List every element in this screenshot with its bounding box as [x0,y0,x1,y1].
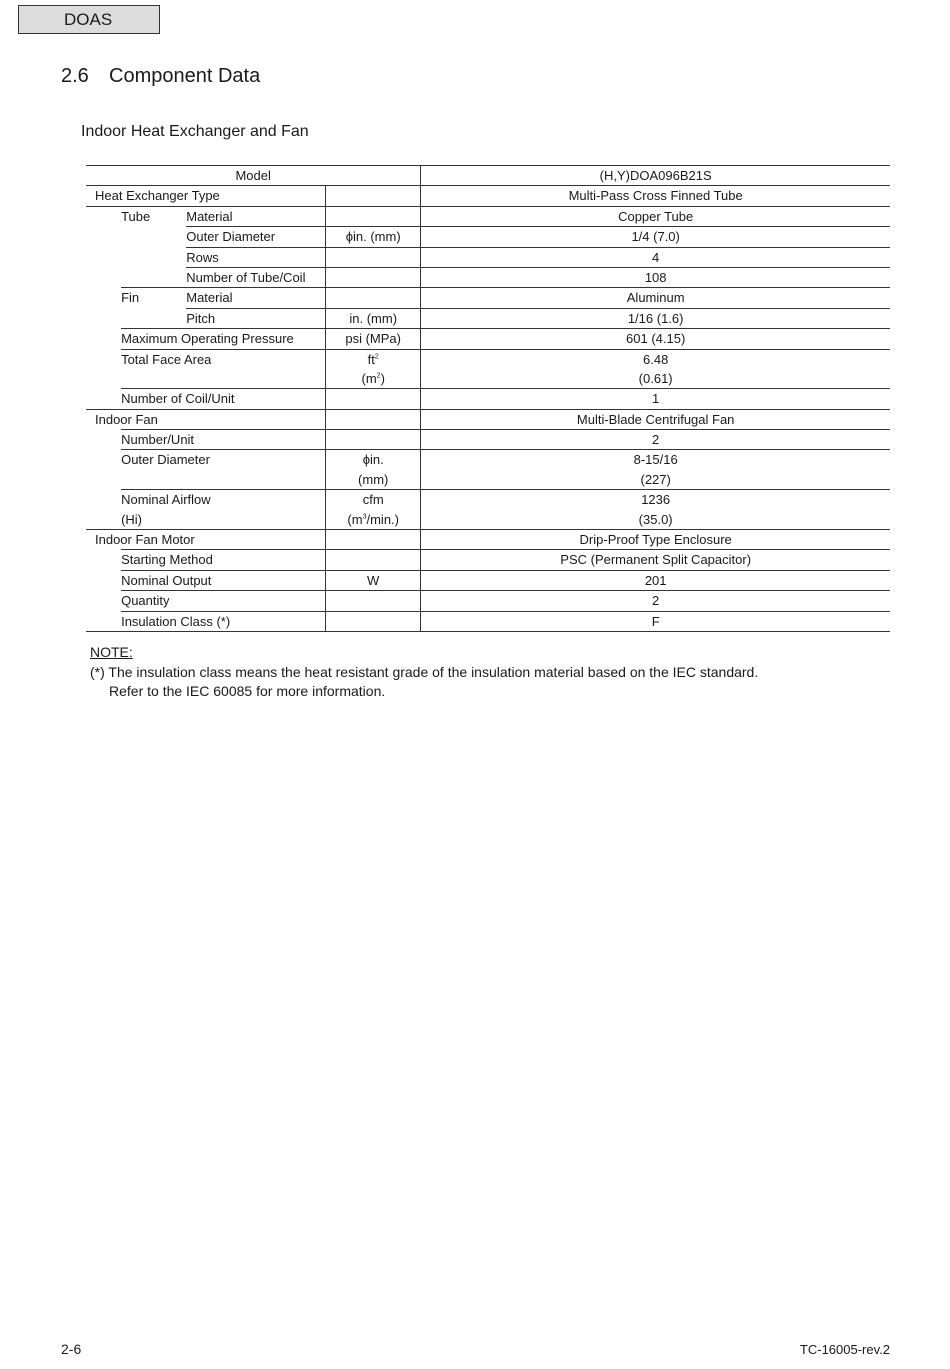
table-row [86,389,890,409]
mop-value: 601 (4.15) [421,329,890,349]
fan-num-value: 2 [421,430,890,450]
mop-label: Maximum Operating Pressure [121,329,325,349]
table-row [86,288,890,308]
tfa-value-1: 6.48 [421,349,890,369]
table-row [86,470,890,490]
qty-value: 2 [421,591,890,611]
header-tag: DOAS [18,5,160,34]
tfa-unit-2: $(m^2)$ [326,369,421,389]
output-value: 201 [421,570,890,590]
table-row [86,206,890,226]
tube-od-unit: ϕin. (mm) [326,227,421,247]
mop-unit: psi (MPa) [326,329,421,349]
fan-od-value-1: 8-15/16 [421,450,890,470]
table-row [86,267,890,287]
table-row [86,369,890,389]
output-unit: W [326,570,421,590]
start-label: Starting Method [121,550,325,570]
fin-material-value: Aluminum [421,288,890,308]
ins-value: F [421,611,890,631]
table-row [86,591,890,611]
coils-label: Number of Coil/Unit [121,389,325,409]
airflow-unit-2: $(m^3/\min.)$ [326,510,421,530]
model-label: Model [86,166,421,186]
fan-label: Indoor Fan [86,409,326,429]
table-row [86,409,890,429]
note-block [90,643,758,702]
tfa-label: Total Face Area [121,349,325,369]
table-row [86,227,890,247]
airflow-unit-1: cfm [326,490,421,510]
output-label: Nominal Output [121,570,325,590]
fan-od-label: Outer Diameter [121,450,325,470]
fan-od-unit-1: ϕin. [326,450,421,470]
table-row [86,570,890,590]
table-row [86,329,890,349]
note-line-2: Refer to the IEC 60085 for more information. [109,683,386,699]
fin-material-label: Material [186,288,325,308]
fan-od-value-2: (227) [640,471,671,487]
ins-label: Insulation Class (*) [121,611,325,631]
table-row [86,308,890,328]
tube-od-value: 1/4 (7.0) [421,227,890,247]
tubes-label: Number of Tube/Coil [186,267,325,287]
tube-label: Tube [121,206,186,226]
table-row [86,611,890,631]
airflow-value-1: 1236 [421,490,890,510]
document-id: TC-16005-rev.2 [799,1342,890,1357]
rows-value: 4 [421,247,890,267]
subsection-title: Indoor Heat Exchanger and Fan [81,123,309,140]
tfa-value-2: (0.61) [638,370,673,386]
fin-label: Fin [121,288,186,308]
fan-num-label: Number/Unit [121,430,325,450]
table-row [86,186,890,206]
tubes-value: 108 [421,267,890,287]
model-value: (H,Y)DOA096B21S [421,166,890,186]
tfa-unit-1: $ft^2$ [326,349,421,369]
fan-value: Multi-Blade Centrifugal Fan [421,409,890,429]
motor-label: Indoor Fan Motor [86,530,326,550]
start-value: PSC (Permanent Split Capacitor) [421,550,890,570]
coils-value: 1 [421,389,890,409]
component-data-table [86,165,890,632]
airflow-label-hi: (Hi) [121,511,143,527]
hx-type-value: Multi-Pass Cross Finned Tube [421,186,890,206]
table-row [86,450,890,470]
note-title: NOTE: [90,644,133,660]
table-row [86,349,890,369]
rows-label: Rows [186,247,325,267]
table-row [86,510,890,530]
note-line-1: (*) The insulation class means the heat resistant grade of the insulation material based on the IEC standard. [90,663,759,680]
motor-value: Drip-Proof Type Enclosure [421,530,890,550]
fan-od-unit-2: (mm) [326,470,421,490]
section-heading [61,65,260,88]
tube-od-label: Outer Diameter [186,227,325,247]
hx-type-unit [326,186,421,206]
table-row [86,247,890,267]
section-number: 2.6 [61,65,89,87]
tube-material-label: Material [186,206,325,226]
airflow-label: Nominal Airflow [121,490,325,510]
table-row [86,490,890,510]
table-row [86,550,890,570]
table-row [86,530,890,550]
fin-pitch-unit: in. (mm) [326,308,421,328]
hx-type-label: Heat Exchanger Type [86,186,326,206]
section-title: Component Data [109,65,261,87]
qty-label: Quantity [121,591,325,611]
table-row [86,430,890,450]
page-number: 2-6 [61,1341,82,1357]
tube-material-value: Copper Tube [421,206,890,226]
airflow-value-2: (35.0) [638,511,673,527]
fin-pitch-value: 1/16 (1.6) [421,308,890,328]
table-row [86,166,890,186]
fin-pitch-label: Pitch [186,308,325,328]
